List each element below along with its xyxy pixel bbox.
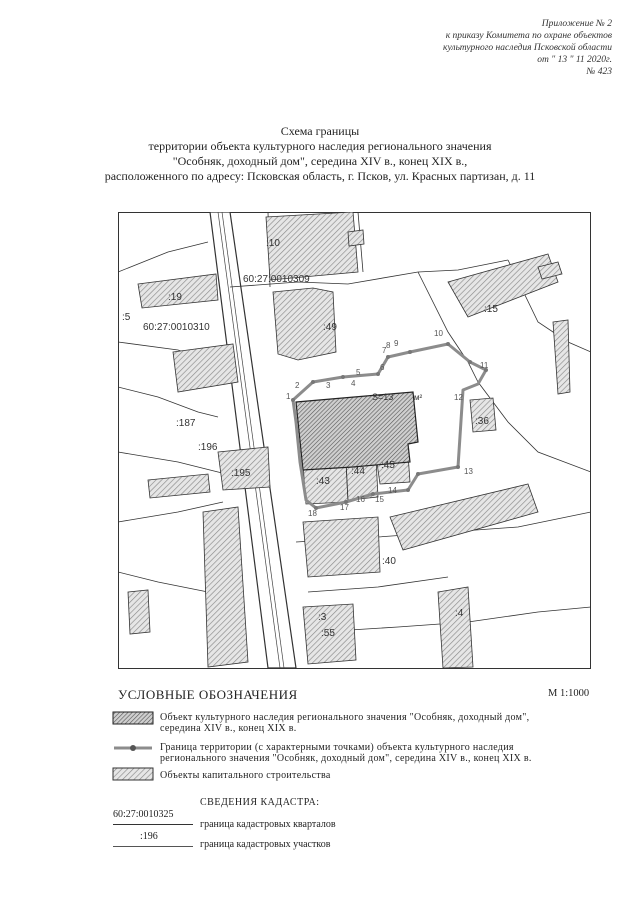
legend-item-heritage [160,712,600,734]
point-10: 10 [434,329,443,338]
label-parcel-55: :55 [321,628,335,639]
legend-swatch-territory-boundary [112,741,154,755]
title-line-4: расположенного по адресу: Псковская область, г. Псков, ул. Красных партизан, д. 11 [104,169,536,183]
label-parcel-49: :49 [323,322,337,333]
cadastre-parcel-sample: :196 [140,831,158,842]
label-area: S=13 [372,392,394,402]
legend-item-territory [160,742,600,764]
header-line-3: культурного наследия Псковской области [443,43,612,53]
point-14: 14 [388,486,397,495]
header-appendix [443,18,612,78]
cadastre-quarter-line [113,824,193,825]
legend-item-territory-line-1: Граница территории (с характерными точками) объекта культурного наследия [160,742,514,753]
point-7: 7 [382,346,387,355]
point-8: 8 [386,341,391,350]
point-11: 11 [480,361,489,370]
point-18: 18 [308,509,317,518]
point-12: 12 [454,393,463,402]
header-date: от " 13 " 11 2020г. [537,55,612,65]
building-4 [438,587,473,668]
label-quarter-0310: 60:27:0010310 [143,322,210,333]
label-parcel-40: :40 [382,556,396,567]
label-parcel-4: :4 [455,608,464,619]
point-17: 17 [340,503,349,512]
label-parcel-195: :195 [231,468,251,479]
cadastre-parcel-desc: граница кадастровых участков [200,839,331,850]
cadastre-quarter-desc: граница кадастровых кварталов [200,819,336,830]
label-parcel-44: :44 [351,466,365,477]
building-40b [303,517,380,577]
title-line-3: "Особняк, доходный дом", середина XIV в., конец XIX в., [172,154,468,168]
cadastre-quarter-sample: 60:27:0010325 [113,809,174,820]
header-line-2: к приказу Комитета по охране объектов [445,31,612,41]
label-parcel-10: :10 [266,238,280,249]
legend-item-buildings: Объекты капитального строительства [160,770,331,781]
legend-item-heritage-line-2: середина XIV в., конец XIX в. [160,723,297,734]
heritage-object [296,392,418,470]
header-line-1: Приложение № 2 [541,19,612,29]
label-parcel-43: :43 [316,476,330,487]
cadastre-parcel-line [113,846,193,847]
point-3: 3 [326,381,331,390]
point-6: 6 [380,363,385,372]
legend-swatch-buildings [112,767,154,781]
site-plan-map [118,212,591,669]
label-parcel-15: :15 [484,304,498,315]
building-west-b [128,590,150,634]
point-15: 15 [375,495,384,504]
title-line-2: территории объекта культурного наследия регионального значения [148,139,492,153]
point-5: 5 [356,368,361,377]
label-parcel-36: :36 [475,416,489,427]
point-1: 1 [286,392,291,401]
header-number: № 423 [586,67,612,77]
label-quarter-0309: 60:27:0010309 [243,274,310,285]
point-16: 16 [356,495,365,504]
point-9: 9 [394,339,399,348]
legend-item-heritage-line-1: Объект культурного наследия регионального значения "Особняк, доходный дом", [160,712,530,723]
label-parcel-5: :5 [122,312,131,323]
point-4: 4 [351,379,356,388]
label-parcel-19: :19 [168,292,182,303]
point-13: 13 [464,467,473,476]
label-parcel-187: :187 [176,418,196,429]
label-parcel-196: :196 [198,442,218,453]
legend-title: УСЛОВНЫЕ ОБОЗНАЧЕНИЯ [118,687,298,702]
map-scale: М 1:1000 [548,688,590,699]
cadastre-title: СВЕДЕНИЯ КАДАСТРА: [200,797,320,808]
label-area-unit: м² [414,393,423,402]
legend-swatch-heritage-object [112,711,154,725]
title-line-1: Схема границы [280,124,360,138]
building-north-small [348,230,364,246]
legend-item-territory-line-2: регионального значения "Особняк, доходный дом", середина XIV в., конец XIX в. [160,753,532,764]
point-2: 2 [295,381,300,390]
document-title [0,124,640,184]
label-parcel-45: :45 [381,460,395,471]
label-parcel-3: :3 [318,612,327,623]
